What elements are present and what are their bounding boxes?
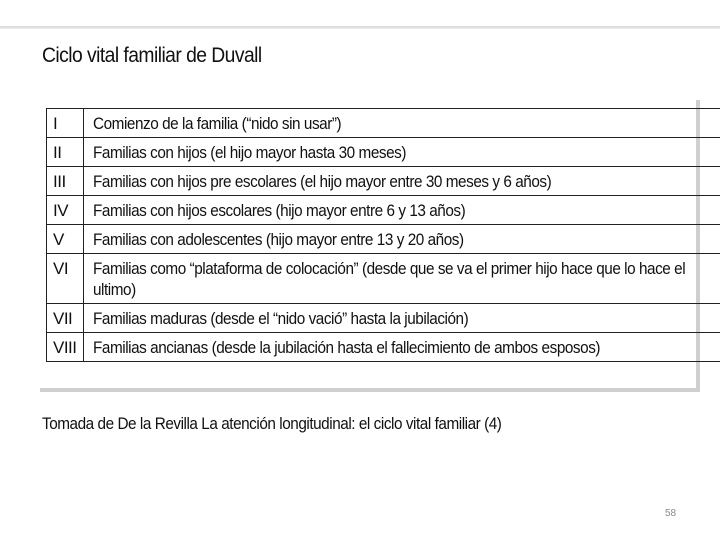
stage-description [83,167,720,196]
stage-description [83,109,720,138]
stage-description-text: Comienzo de la familia (“nido sin usar”) [92,114,341,133]
stage-number: VII [47,304,84,333]
table-row [47,138,720,167]
table-source-caption: Tomada de De la Revilla La atención longitudinal: el ciclo vital familiar (4) [42,414,502,433]
stage-description-text: Familias maduras (desde el “nido vació” hasta la jubilación) [92,309,468,328]
table-row [47,109,720,138]
stage-number: VI [47,254,84,304]
stage-description [83,225,720,254]
table-row [47,225,720,254]
table-row [47,304,720,333]
stage-description-text: Familias como “plataforma de colocación” (desde que se va el primer hijo hace que lo hace el [92,259,685,278]
stage-description-text: Familias con hijos pre escolares (el hijo mayor entre 30 meses y 6 años) [92,172,551,191]
duvall-stages-table [46,108,720,362]
stage-number: IV [47,196,84,225]
stage-number: III [47,167,84,196]
stage-description-text: Familias con adolescentes (hijo mayor entre 13 y 20 años) [92,230,464,249]
stage-number: II [47,138,84,167]
top-divider [0,26,720,29]
stage-description [83,333,720,362]
table-row [47,254,720,304]
stage-description [83,304,720,333]
table-row [47,167,720,196]
document-title: Ciclo vital familiar de Duvall [42,44,262,67]
page-number: 58 [665,508,677,519]
stage-description-text-continued: ultimo) [92,280,136,299]
stage-number: V [47,225,84,254]
stage-number: VIII [47,333,84,362]
stage-description [83,196,720,225]
stage-description-text: Familias con hijos escolares (hijo mayor entre 6 y 13 años) [92,201,465,220]
stage-description-text: Familias ancianas (desde la jubilación hasta el fallecimiento de ambos esposos) [92,338,600,357]
table-row [47,333,720,362]
stage-number: I [47,109,84,138]
stage-description [83,254,720,304]
stage-description [83,138,720,167]
table-row [47,196,720,225]
stage-description-text: Familias con hijos (el hijo mayor hasta 30 meses) [92,143,406,162]
